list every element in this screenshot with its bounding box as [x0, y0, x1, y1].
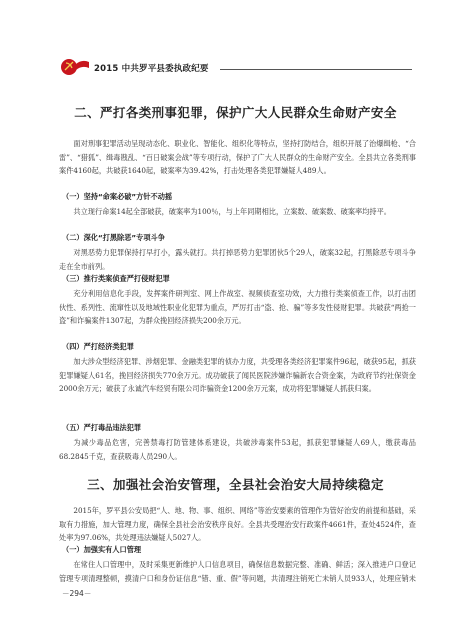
subsection-text: 加大涉众型经济犯罪、涉烟犯罪、金融类犯罪的侦办力度，共受理各类经济犯罪案件96起，破获95起，抓获犯罪嫌疑人61名，挽回经济损失770余万元。成功破获了闻民医院涉嫌诈骗新农合资金案，为政府节约社保资金2000余万元；破获了永诚汽车经贸有限公司诈骗资金1200余万元案，成功将犯罪嫌疑人抓获归案。: [59, 357, 416, 394]
subsection-title: （一）加强实有人口管理: [62, 545, 142, 554]
subsection-title: （三）推行类案侦查严打侵财犯罪: [62, 274, 170, 283]
subsection-text: 充分利用信息化手段，发挥案件研判室、网上作战室、视频侦查室功效，大力推行类案侦查工作，以打击团伙性、系列性、流窜性以及地域性职业化犯罪为重点，严厉打击“盗、抢、骗”等多发性侵财犯罪。共破获“两抢一盗”和诈骗案件1307起，为群众挽回经济损失200余万元。: [59, 289, 416, 326]
subsection-title: （一）坚持“命案必破”方针不动摇: [62, 192, 173, 201]
page-header: [60, 56, 412, 78]
section-two-heading: 二、严打各类刑事犯罪，保护广大人民群众生命财产安全: [74, 105, 397, 120]
subsection-title: （二）深化“打黑除恶”专项斗争: [62, 233, 165, 242]
subsection-title: （四）严打经济类犯罪: [62, 342, 134, 351]
section-two-intro: 面对刑事犯罪活动呈现动态化、职业化、智能化、组织化等特点，坚持打防结合，组织开展了治爆缉枪、“合雷”、“猎狐”、缉毒戡乱、“百日破案会战”等专项行动，保护了广大人民群众的生命财产安全。全县共立各类刑事案件4160起，共破获1640起，破案率为39.42%，打击处理各类犯罪嫌疑人489人。: [59, 139, 416, 176]
section-three-intro: 2015年，罗平县公安局把“人、地、物、事、组织、网络”等治安要素的管理作为管好治安的前提和基础，采取有力措施，加大管理力度，确保全县社会治安秩序良好。全县共受理治安行政案件4661件，查处4524件，查处率为97.06%，共处理违法嫌疑人5027人。: [59, 506, 416, 543]
subsection-title: （五）严打毒品违法犯罪: [62, 423, 142, 432]
subsection-text: 在常住人口管理中，及时采集更新维护人口信息项目，确保信息数据完整、准确、鲜活；深入推进户口登记管理专项清理整顿，摸清户口和身份证信息“错、重、假”等问题，共清理注销死亡未销人员933人，处理应销未: [59, 560, 416, 583]
subsection-text: 对黑恶势力犯罪保持打早打小，露头就打。共打掉恶势力犯罪团伙5个29人，破案32起，打黑除恶专项斗争走在全市前列。: [59, 248, 416, 271]
subsection-text: 共立现行命案14起全部破获，破案率为100％，与上年同期相比，立案数、破案数、破案率均持平。: [73, 207, 391, 216]
subsection-text: 为减少毒品危害，完善禁毒打防管建体系建设，共破涉毒案件53起，抓获犯罪嫌疑人69人，缴获毒品68.2845千克，查获吸毒人员290人。: [59, 438, 416, 461]
party-emblem-icon: [60, 56, 90, 78]
header-title: 2015 中共罗平县委执政纪要: [94, 64, 209, 74]
page-number: －294－: [62, 589, 92, 598]
section-three-heading: 三、加强社会治安管理，全县社会治安大局持续稳定: [87, 477, 384, 492]
header-divider: [220, 69, 412, 70]
